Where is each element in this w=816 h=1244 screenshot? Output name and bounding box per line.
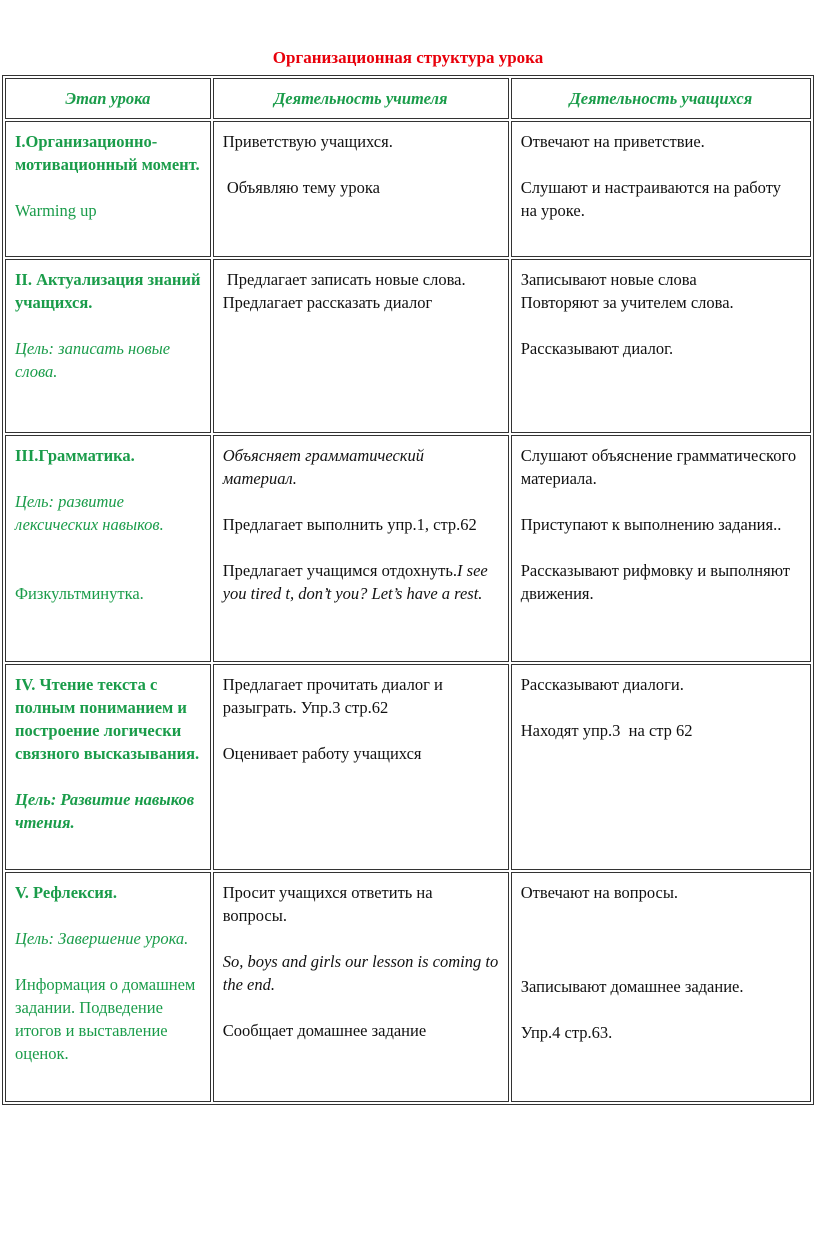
teacher-cell [213,435,509,662]
teacher-text: Предлагает рассказать диалог [222,293,433,312]
header-teacher-activity: Деятельность учителя [213,78,509,119]
teacher-text: Объясняет грамматический материал. [222,446,425,488]
stage-note: Физкультминутка. [15,584,144,603]
students-cell [511,435,811,662]
students-text: Рассказывают диалог. [520,339,674,358]
teacher-text: Просит учащихся ответить на вопросы. [222,883,433,925]
stage-goal: Цель: развитие лексических навыков. [15,492,164,534]
teacher-cell [213,121,509,257]
stage-cell [5,121,211,257]
stage-name: II. Актуализация знаний учащихся. [15,270,201,312]
students-text: Слушают и настраиваются на работу на уроке. [520,178,781,220]
stage-goal: Цель: Завершение урока. [15,929,189,948]
teacher-text: Предлагает выполнить упр.1, стр.62 [222,515,477,534]
stage-name: III.Грамматика. [15,446,135,465]
table-row [5,435,811,662]
page-title: Организационная структура урока [272,48,544,67]
teacher-text: Оценивает работу учащихся [222,744,422,763]
teacher-phrase: So, boys and girls our lesson is coming to the end. [222,952,499,994]
table-row [5,121,811,257]
table-row [5,259,811,433]
students-text: Упр.4 стр.63. [520,1023,613,1042]
stage-cell [5,664,211,870]
teacher-phrase: I see you tired t, don’t you? Let’s have a rest. [222,561,488,603]
stage-name: I.Организационно-мотивационный момент. [15,132,200,174]
students-text: Рассказывают рифмовку и выполняют движения. [520,561,791,603]
teacher-text: Предлагает прочитать диалог и разыграть. Упр.3 стр.62 [222,675,443,717]
students-text: Рассказывают диалоги. [520,675,684,694]
teacher-cell [213,259,509,433]
stage-goal: Цель: Развитие навыков чтения. [15,790,195,832]
stage-note: Warming up [15,201,97,220]
stage-note: Информация о домашнем задании. Подведение итогов и выставление оценок. [15,975,196,1063]
lesson-structure-table [2,75,814,1105]
teacher-text: Сообщает домашнее задание [222,1021,427,1040]
students-cell [511,664,811,870]
teacher-text: Предлагает записать новые слова. [222,270,466,289]
students-text: Записывают новые слова [520,270,697,289]
students-cell [511,259,811,433]
students-text: Отвечают на вопросы. [520,883,679,902]
students-text: Слушают объяснение грамматического материала. [520,446,797,488]
header-student-activity: Деятельность учащихся [511,78,811,119]
table-header-row [5,78,811,119]
teacher-text: Приветствую учащихся. [222,132,393,151]
stage-name: IV. Чтение текста с полным пониманием и построение логически связного высказывания. [15,675,200,763]
students-text: Приступают к выполнению задания.. [520,515,782,534]
stage-cell [5,259,211,433]
stage-cell [5,872,211,1102]
students-text: Повторяют за учителем слова. [520,293,734,312]
stage-name: V. Рефлексия. [15,883,117,902]
students-text: Находят упр.3 на стр 62 [520,721,693,740]
students-text: Записывают домашнее задание. [520,977,744,996]
stage-cell [5,435,211,662]
stage-goal: Цель: записать новые слова. [15,339,171,381]
students-cell [511,872,811,1102]
teacher-cell [213,872,509,1102]
teacher-cell [213,664,509,870]
header-stage: Этап урока [5,78,211,119]
teacher-text [223,559,499,605]
teacher-text-regular: Предлагает учащимся отдохнуть. [222,561,458,580]
teacher-text: Объявляю тему урока [222,178,380,197]
students-cell [511,121,811,257]
table-row [5,664,811,870]
students-text: Отвечают на приветствие. [520,132,705,151]
table-row [5,872,811,1102]
